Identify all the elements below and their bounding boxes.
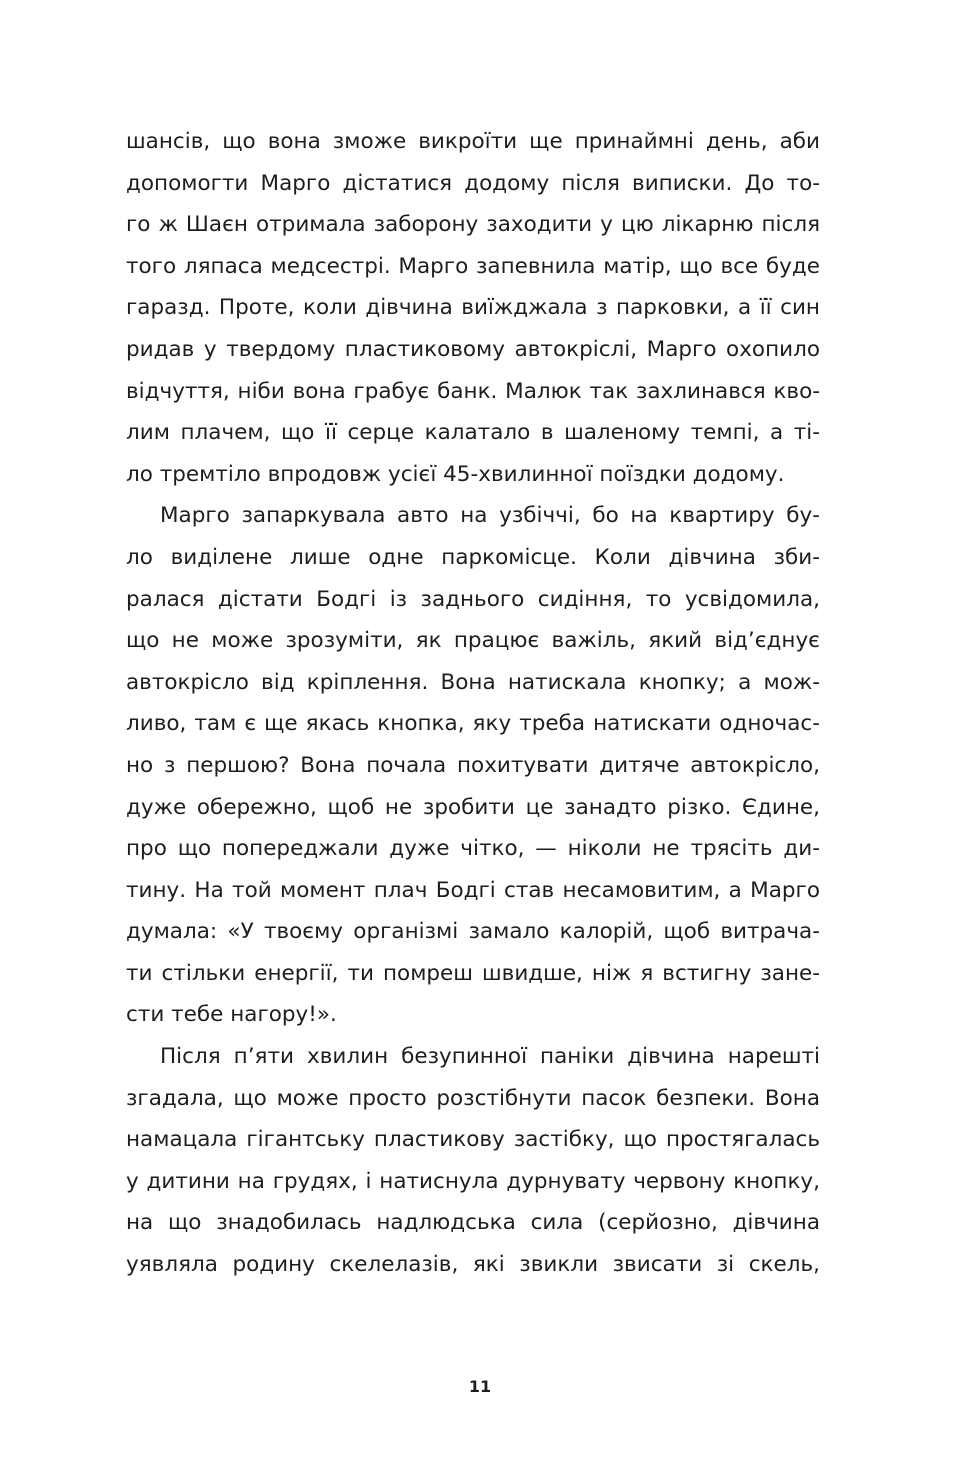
paragraph-first-line: Марго запаркувала авто на узбіччі, бо на квартиру бу- bbox=[160, 503, 820, 529]
text-line: відчуття, ніби вона грабує банк. Малюк так захлинався кво- bbox=[126, 378, 820, 404]
page-number: 11 bbox=[468, 1377, 492, 1396]
paragraph-first-line: Після п’яти хвилин безупинної паніки дівчина нарешті bbox=[160, 1044, 820, 1070]
text-line: згадала, що може просто розстібнути пасок безпеки. Вона bbox=[126, 1085, 820, 1111]
text-line: уявляла родину скелелазів, які звикли звисати зі скель, bbox=[126, 1252, 820, 1278]
text-line: думала: «У твоєму організмі замало калорій, щоб витрача- bbox=[126, 919, 820, 945]
text-line: тину. На той момент плач Бодгі став несамовитим, а Марго bbox=[126, 877, 820, 903]
text-line: ло виділене лише одне паркомісце. Коли дівчина зби- bbox=[126, 544, 820, 570]
text-line: намацала гігантську пластикову застібку, що простягалась bbox=[126, 1127, 820, 1153]
text-line: ливо, там є ще якась кнопка, яку треба натискати одночас- bbox=[126, 711, 820, 737]
text-line: гаразд. Проте, коли дівчина виїжджала з парковки, а її син bbox=[126, 295, 820, 321]
text-line: ралася дістати Бодгі із заднього сидіння, то усвідомила, bbox=[126, 586, 820, 612]
text-line: ридав у твердому пластиковому автокріслі, Марго охопило bbox=[126, 336, 820, 362]
text-line: у дитини на грудях, і натиснула дурнувату червону кнопку, bbox=[126, 1168, 820, 1194]
text-line: автокрісло від кріплення. Вона натискала кнопку; а мож- bbox=[126, 669, 820, 695]
text-line: про що попереджали дуже чітко, — ніколи не трясіть ди- bbox=[126, 836, 820, 862]
text-line: ти стільки енергії, ти помреш швидше, ніж я встигну зане- bbox=[126, 960, 820, 986]
text-line: на що знадобилась надлюдська сила (серйозно, дівчина bbox=[126, 1210, 820, 1236]
text-line: го ж Шаєн отримала заборону заходити у цю лікарню після bbox=[126, 212, 820, 238]
text-line: сти тебе нагору!». bbox=[126, 1002, 337, 1028]
text-line: що не може зрозуміти, як працює важіль, який від’єднує bbox=[126, 628, 820, 654]
text-line: дуже обережно, щоб не зробити це занадто різко. Єдине, bbox=[126, 794, 820, 820]
text-line: шансів, що вона зможе викроїти ще принаймні день, аби bbox=[126, 129, 820, 154]
text-line: ло тремтіло впродовж усієї 45-хвилинної поїздки додому. bbox=[126, 461, 785, 487]
body-text bbox=[126, 121, 820, 1286]
text-line: того ляпаса медсестрі. Марго запевнила матір, що все буде bbox=[126, 253, 820, 279]
text-line: но з першою? Вона почала похитувати дитяче автокрісло, bbox=[126, 752, 820, 778]
text-line: допомогти Марго дістатися додому після виписки. До то- bbox=[126, 170, 820, 196]
text-line: лим плачем, що її серце калатало в шаленому темпі, а ті- bbox=[126, 420, 820, 446]
